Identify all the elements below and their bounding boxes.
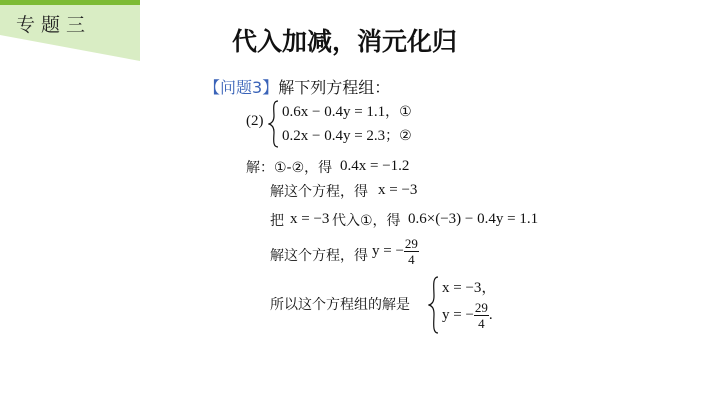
- question-heading: [204, 75, 390, 98]
- question-text: 解下列方程组：: [278, 78, 391, 97]
- equation-1-text: 0.6x − 0.4y = 1.1: [282, 104, 386, 120]
- step2-text: 解这个方程，得: [270, 184, 368, 200]
- question-tag-close: 】: [262, 78, 279, 97]
- step4-text: 解这个方程，得: [270, 248, 368, 264]
- question-tag-open: 【: [204, 78, 221, 97]
- final-brace: [428, 276, 440, 334]
- final-y: [442, 300, 493, 331]
- final-x: x = −3，: [442, 280, 497, 296]
- step4-math: [372, 236, 419, 267]
- step3-pre: 把: [270, 213, 284, 229]
- equation-2-mark: ；②: [385, 128, 412, 144]
- step3-mid: 代入①，得: [332, 213, 401, 229]
- equation-2: [282, 125, 412, 145]
- step4-lhs: y = −: [372, 242, 404, 259]
- system-brace: [268, 100, 280, 148]
- step2-math: x = −3: [378, 182, 418, 198]
- system-label: (2): [246, 113, 264, 129]
- final-dot: .: [488, 306, 493, 323]
- final-y-lhs: y = −: [442, 306, 474, 323]
- step4-denominator: 4: [408, 252, 415, 267]
- step3-sub: x = −3: [290, 211, 330, 227]
- step4-numerator: 29: [404, 236, 418, 251]
- equation-2-text: 0.2x − 0.4y = 2.3: [282, 128, 386, 144]
- step1-text: 解：①-②，得: [246, 160, 333, 176]
- equation-1: [282, 101, 412, 121]
- step4-fraction: [404, 236, 419, 267]
- final-numerator: 29: [474, 300, 488, 315]
- section-tab-label: 专题三: [16, 14, 92, 36]
- page-title: 代入加减，消元化归: [232, 27, 458, 56]
- question-tag: 问题3: [220, 78, 263, 97]
- step3-math: 0.6×(−3) − 0.4y = 1.1: [408, 211, 539, 227]
- final-fraction: [474, 300, 489, 331]
- final-denominator: 4: [478, 316, 485, 331]
- equation-1-mark: ，①: [385, 104, 412, 120]
- final-text: 所以这个方程组的解是: [270, 297, 410, 313]
- step1-math: 0.4x = −1.2: [340, 158, 410, 174]
